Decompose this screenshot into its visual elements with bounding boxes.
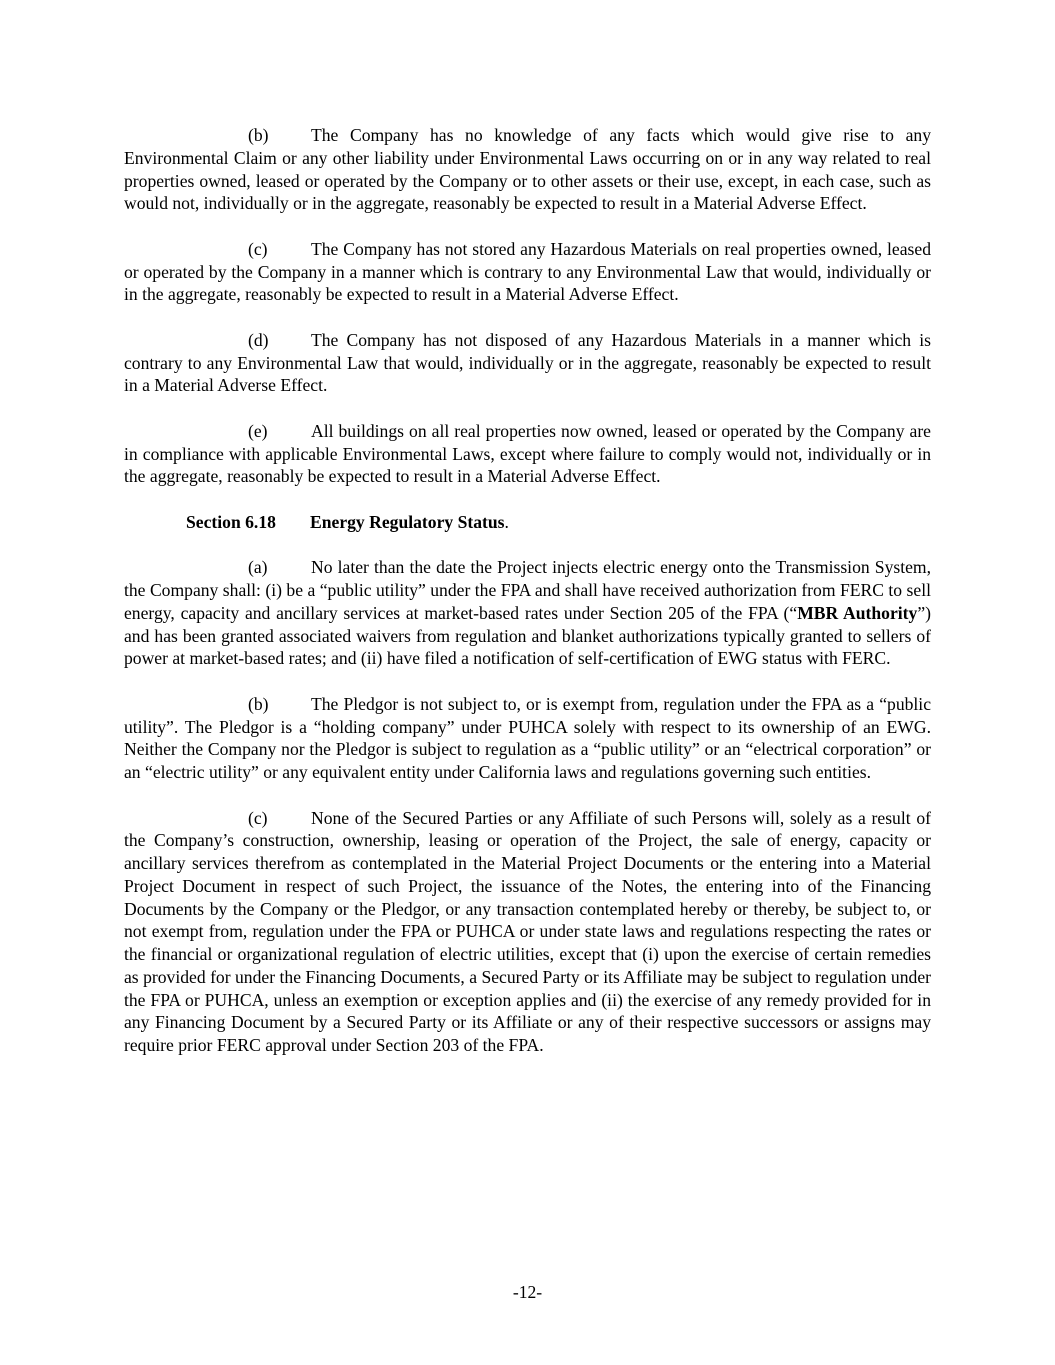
paragraph-e-buildings-compliance bbox=[124, 420, 931, 488]
paragraph-text: The Company has not disposed of any Hazardous Materials in a manner which is contrary to any Environmental Law that would, individually or in the aggregate, reasonably be expected to result in a Material Adverse Effect. bbox=[124, 329, 931, 396]
paragraph-d-hazardous-disposal bbox=[124, 329, 931, 397]
paragraph-c-secured-parties bbox=[124, 807, 931, 1057]
paragraph-c-hazardous-storage bbox=[124, 238, 931, 306]
paragraph-text: None of the Secured Parties or any Affiliate of such Persons will, solely as a result of the Company’s construction, ownership, leasing or operation of the Project, the sale of energy, capacity or ancillary services therefrom as contemplated in the Material Project Documents or the entering into a Material Project Document in respect of such Project, the issuance of the Notes, the entering into of the Financing Documents by the Company or the Pledgor, or any transaction contemplated hereby or thereby, be subject to, or not exempt from, regulation under the FPA or PUHCA or under state laws and regulations respecting the rates or the financial or organizational regulation of electric utilities, except that (i) upon the exercise of certain remedies as provided for under the Financing Documents, a Secured Party or its Affiliate may be subject to regulation under the FPA or PUHCA, unless an exemption or exception applies and (ii) the exercise of any remedy provided for in any Financing Document by a Secured Party or its Affiliate or any of their respective successors or assigns may require prior FERC approval under Section 203 of the FPA. bbox=[124, 807, 931, 1055]
paragraph-a-public-utility bbox=[124, 556, 931, 670]
paragraph-label: (b) bbox=[248, 125, 269, 145]
page-number: -12- bbox=[512, 1282, 543, 1302]
section-title-period: . bbox=[504, 511, 509, 532]
paragraph-text-before: No later than the date the Project injects electric energy onto the Transmission System, the Company shall: (i) be a “public utility” under the FPA and shall have received authorization from FERC to sell energy, capacity and ancillary services at market-based rates under Section 205 of the FPA (“ bbox=[124, 557, 931, 623]
section-number: Section 6.18 bbox=[186, 511, 276, 532]
paragraph-text: The Pledgor is not subject to, or is exempt from, regulation under the FPA as a “public utility”. The Pledgor is a “holding company” under PUHCA solely with respect to its ownership of an EWG. Neither the Company nor the Pledgor is subject to regulation as a “public utility” or an “electrical corporation” or an “electric utility” or any equivalent entity under California laws and regulations governing such entities. bbox=[124, 693, 931, 782]
section-title: Energy Regulatory Status bbox=[310, 511, 505, 532]
paragraph-text-after: ”) and has been granted associated waivers from regulation and blanket authorizations typically granted to sellers of power at market-based rates; and (ii) have filed a notification of self-certification of EWG status with FERC. bbox=[124, 602, 932, 669]
paragraph-label: (d) bbox=[248, 329, 269, 350]
document-page bbox=[124, 124, 931, 1080]
section-heading bbox=[124, 511, 931, 534]
paragraph-b-pledgor-status bbox=[124, 693, 931, 784]
paragraph-b-environmental-claims bbox=[124, 124, 931, 215]
defined-term: MBR Authority bbox=[797, 602, 918, 623]
paragraph-text: The Company has no knowledge of any facts which would give rise to any Environmental Claim or any other liability under Environmental Laws occurring on or in any way related to real properties owned, leased or operated by the Company or to other assets or their use, except, in each case, such as would not, individually or in the aggregate, reasonably be expected to result in a Material Adverse Effect. bbox=[124, 125, 931, 214]
paragraph-label: (a) bbox=[248, 557, 268, 578]
paragraph-label: (c) bbox=[248, 238, 268, 259]
paragraph-text: All buildings on all real properties now owned, leased or operated by the Company are in compliance with applicable Environmental Laws, except where failure to comply would not, individually or in the aggregate, reasonably be expected to result in a Material Adverse Effect. bbox=[124, 420, 931, 487]
paragraph-label: (b) bbox=[248, 693, 269, 714]
paragraph-text: The Company has not stored any Hazardous Materials on real properties owned, leased or operated by the Company in a manner which is contrary to any Environmental Law that would, individually or in the aggregate, reasonably be expected to result in a Material Adverse Effect. bbox=[124, 238, 931, 305]
paragraph-label: (e) bbox=[248, 420, 268, 441]
paragraph-label: (c) bbox=[248, 807, 268, 828]
